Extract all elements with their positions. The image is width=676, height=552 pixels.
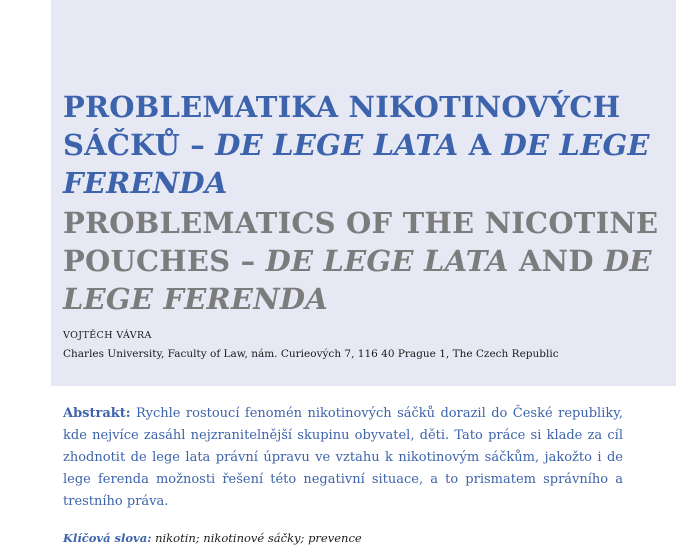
abstract-label: Abstrakt: — [63, 406, 131, 421]
keywords — [63, 531, 362, 545]
title-english-italic-2: DE LEGE FERENDA — [63, 244, 652, 316]
title-czech-italic-2: DE LEGE FERENDA — [63, 128, 650, 200]
abstract-text: Rychle rostoucí fenomén nikotinových sáčků dorazil do České republiky, kde nejvíce zasáhl nejzranitelnější skupinu obyvatel, děti. Tato práce si klade za cíl zhodnotit de lege lata právní úpravu ve vztahu k nikotinovým sáčkům, jakožto i de lege ferenda možnosti řešení této negativní situace, a to prismatem správního a trestního práva. — [63, 406, 623, 509]
title-czech — [63, 88, 663, 202]
title-english — [63, 204, 663, 318]
keywords-label: Klíčová slova: — [63, 531, 152, 545]
title-english-conj: AND — [508, 244, 604, 278]
title-english-italic-1: DE LEGE LATA — [265, 244, 509, 278]
title-english-dash: – — [230, 244, 266, 278]
keywords-text: nikotin; nikotinové sáčky; prevence — [155, 531, 362, 545]
title-czech-dash: – — [180, 128, 216, 162]
abstract — [63, 403, 623, 513]
title-czech-conj: A — [458, 128, 502, 162]
title-english-main: PROBLEMATICS OF THE NICOTINE POUCHES — [63, 206, 659, 278]
author-affiliation: Charles University, Faculty of Law, nám. Curieových 7, 116 40 Prague 1, The Czech Republic — [63, 348, 559, 360]
title-czech-main: PROBLEMATIKA NIKOTINOVÝCH SÁČKŮ — [63, 90, 621, 162]
title-czech-italic-1: DE LEGE LATA — [215, 128, 459, 162]
author-name: VOJTĚCH VÁVRA — [63, 330, 152, 341]
